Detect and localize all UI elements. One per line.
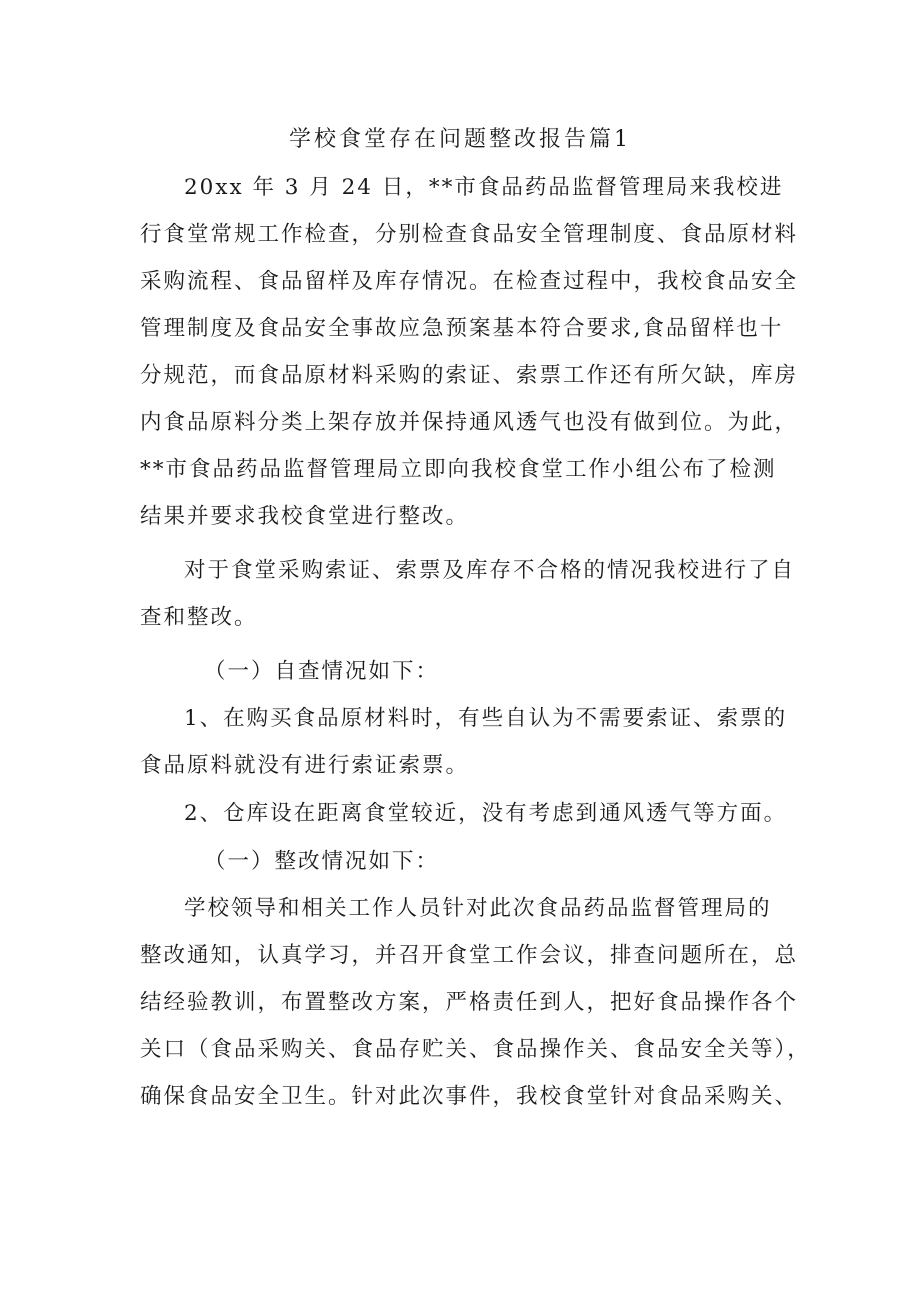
paragraph-line: 采购流程、食品留样及库存情况。在检查过程中，我校食品安全 xyxy=(140,269,799,294)
section-heading: （一）自查情况如下： xyxy=(204,659,440,684)
paragraph-line: 学校领导和相关工作人员针对此次食品药品监督管理局的 xyxy=(184,896,772,921)
paragraph-line: 确保食品安全卫生。针对此次事件，我校食堂针对食品采购关、 xyxy=(140,1084,799,1109)
paragraph-line: 关口（食品采购关、食品存贮关、食品操作关、食品安全关等）， xyxy=(140,1037,811,1062)
paragraph-line: **市食品药品监督管理局立即向我校食堂工作小组公布了检测 xyxy=(140,457,777,482)
paragraph-line: 查和整改。 xyxy=(140,605,258,630)
paragraph-line: 管理制度及食品安全事故应急预案基本符合要求,食品留样也十 xyxy=(140,316,784,341)
paragraph-line: 内食品原料分类上架存放并保持通风透气也没有做到位。为此， xyxy=(140,410,799,435)
paragraph-line: 食品原料就没有进行索证索票。 xyxy=(140,753,470,778)
paragraph-line: 整改通知，认真学习，并召开食堂工作会议，排查问题所在，总 xyxy=(140,943,799,968)
paragraph-line: 结果并要求我校食堂进行整改。 xyxy=(140,504,470,529)
paragraph-line: 分规范，而食品原材料采购的索证、索票工作还有所欠缺，库房 xyxy=(140,363,799,388)
section-heading: （一）整改情况如下： xyxy=(204,849,440,874)
list-item: 2、仓库设在距离食堂较近，没有考虑到通风透气等方面。 xyxy=(184,801,788,826)
list-item: 1、在购买食品原材料时，有些自认为不需要索证、索票的 xyxy=(184,706,788,731)
paragraph-line: 对于食堂采购索证、索票及库存不合格的情况我校进行了自 xyxy=(184,558,796,583)
paragraph-line: 行食堂常规工作检查，分别检查食品安全管理制度、食品原材料 xyxy=(140,222,799,247)
paragraph-line: 结经验教训，布置整改方案，严格责任到人，把好食品操作各个 xyxy=(140,990,799,1015)
paragraph-line: 20xx 年 3 月 24 日，**市食品药品监督管理局来我校进 xyxy=(184,175,784,200)
document-title: 学校食堂存在问题整改报告篇1 xyxy=(289,127,631,152)
